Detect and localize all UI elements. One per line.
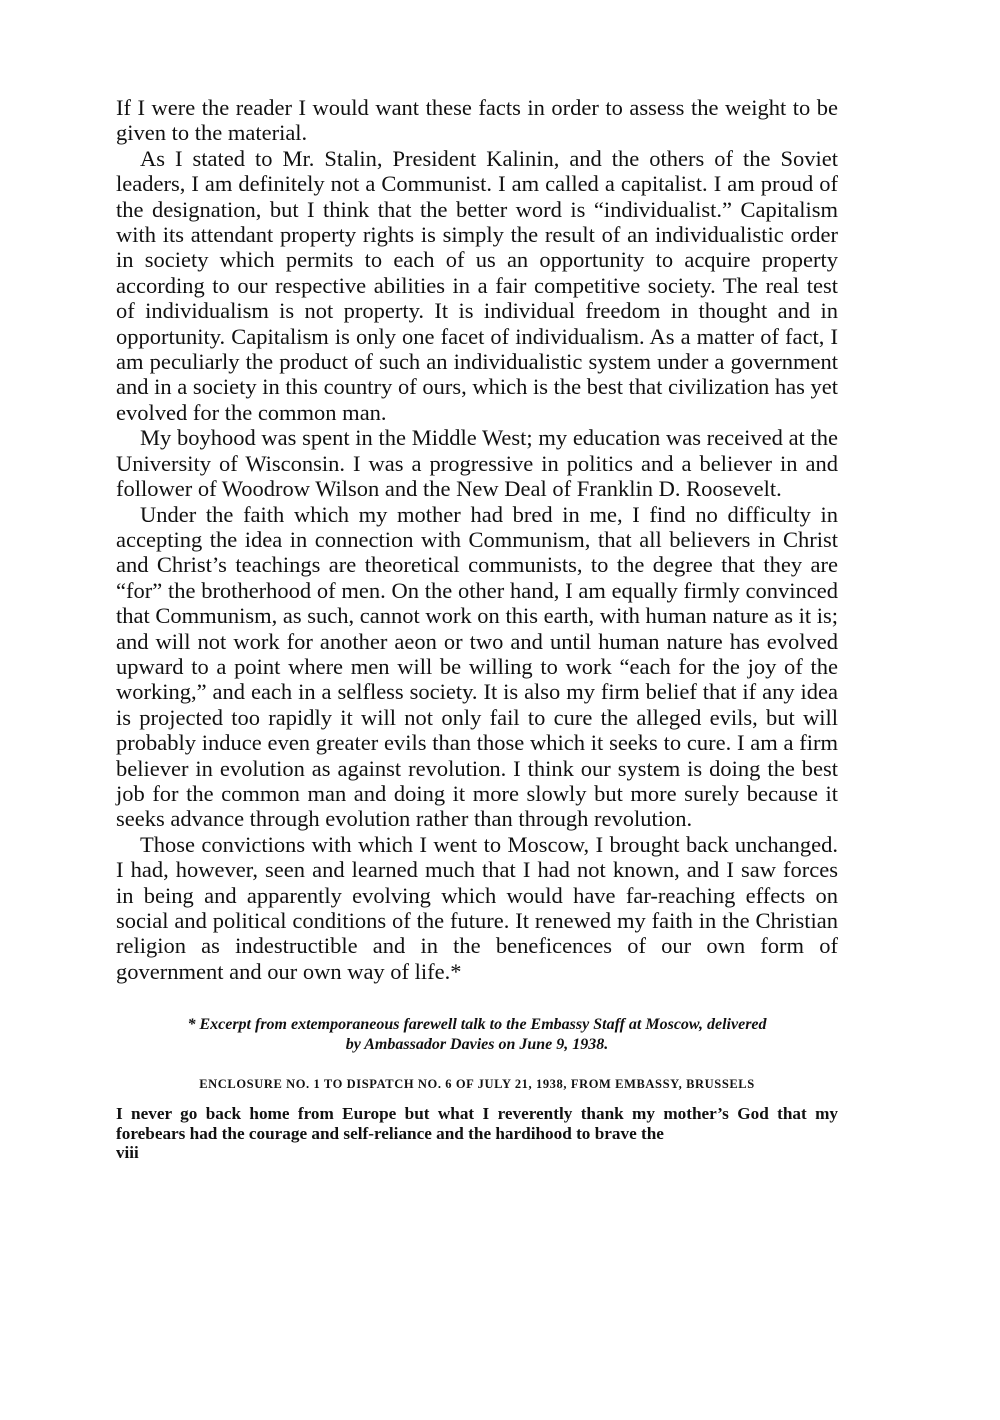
paragraph-2: As I stated to Mr. Stalin, President Kalinin, and the others of the Soviet leaders, I am definitely not a Communist. I am called a capitalist. I am proud of the designation, but I think that the better word is “individualist.” Capitalism with its attendant property rights is simply the result of an individualistic order in society which permits to each of us an opportunity to acquire property according to our respective abilities in a fair competitive society. The real test of individualism is not property. It is individual freedom in thought and in opportunity. Capitalism is only one facet of individualism. As a matter of fact, I am peculiarly the product of such an individualistic system under a government and in a society in this country of ours, which is the best that civilization has yet evolved for the common man. — [116, 145, 838, 425]
letter-text: I never go back home from Europe but what I reverently thank my mother’s God that my forebears had the courage and self-reliance and the hardihood to brave the — [116, 1104, 838, 1144]
footnote-line-1: * Excerpt from extemporaneous farewell talk to the Embassy Staff at Moscow, delivered — [187, 1016, 767, 1034]
paragraph-1: If I were the reader I would want these facts in order to assess the weight to be given to the material. — [116, 95, 838, 146]
enclosure-heading: ENCLOSURE NO. 1 TO DISPATCH NO. 6 OF JULY 21, 1938, FROM EMBASSY, BRUSSELS — [199, 1077, 755, 1092]
document-page — [116, 95, 838, 1162]
footnote-line-2: by Ambassador Davies on June 9, 1938. — [345, 1036, 609, 1054]
paragraph-4: Under the faith which my mother had bred in me, I find no difficulty in accepting the idea in connection with Communism, that all believers in Christ and Christ’s teachings are theoretical communists, to the degree that they are “for” the brotherhood of men. On the other hand, I am equally firmly convinced that Communism, as such, cannot work on this earth, with human nature as it is; and will not work for another aeon or two and until human nature has evolved upward to a point where men will be willing to work “each for the joy of the working,” and each in a selfless society. It is also my firm belief that if any idea is projected too rapidly it will not only fail to cure the alleged evils, but will probably induce even greater evils than those which it seeks to cure. I am a firm believer in evolution as against revolution. I think our system is doing the best job for the common man and doing it more slowly but more surely because it seeks advance through evolution rather than through revolution. — [116, 501, 838, 832]
footnote — [116, 1015, 838, 1055]
paragraph-3: My boyhood was spent in the Middle West; my education was received at the University of Wisconsin. I was a progressive in politics and a believer in and follower of Woodrow Wilson and the New Deal of Franklin D. Roosevelt. — [116, 425, 838, 502]
paragraph-5: Those convictions with which I went to Moscow, I brought back unchanged. I had, however, seen and learned much that I had not known, and I saw forces in being and apparently evolving which would have far-reaching effects on social and political conditions of the future. It renewed my faith in the Christian religion as indestructible and in the beneficences of our own form of government and our own way of life.* — [116, 831, 838, 984]
page-number: viii — [116, 1143, 139, 1163]
body-text — [116, 95, 838, 984]
